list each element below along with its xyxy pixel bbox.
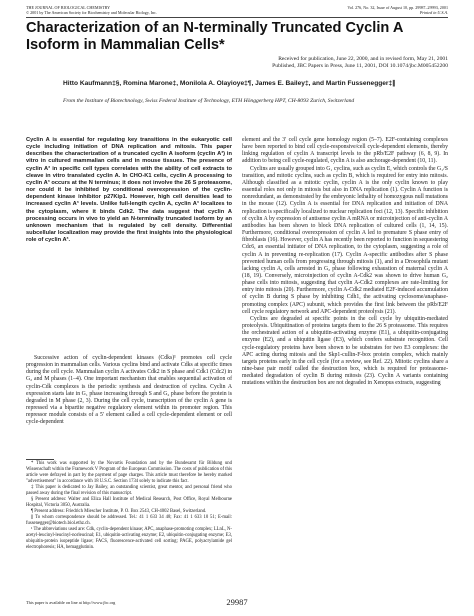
article-title: Characterization of an N-terminally Truncated Cyclin A Isoform in Mammalian Cells* <box>26 20 403 53</box>
issue-header <box>238 5 448 15</box>
abstract: Cyclin A is essential for regulating key transitions in the eukaryotic cell cycle including initiation of DNA replication and mitosis. This paper describes the characterization of a truncated cyclin A isoform (cyclin A³) in vitro in cultured mammalian cells and in mouse tissues. The presence of cyclin A³ in specific cell types correlates with the ability of cell extracts to cleave in vitro translated cyclin A. In CHO-K1 cells, cyclin A processing to cyclin A³ occurs at the N terminus; it does not involve the 26 S proteasome, nor could it be inhibited by conditional overexpression of the cyclin-dependent kinase inhibitor p27Kip1. However, high cell densities lead to increased cyclin A³ levels. Unlike full-length cyclin A, cyclin A³ localizes to the cytoplasm, where it binds Cdk2. The data suggest that cyclin A processing occurs in vivo to yield an N-terminally truncated isoform by an unknown mechanism that is regulated by cell density. Differential subcellular localization may provide the first insights into the physiological role of cyclin A³. <box>26 137 232 244</box>
page-number: 29987 <box>226 597 248 607</box>
online-availability: This paper is available on line at http://www.jbc.org <box>26 600 116 605</box>
footnote-funding: * This work was supported by the Novartis Foundation and by the Bundesamt für Bildung und Wissenschaft within the Framework V Program of the European Commission. The costs of publication of this article were defrayed in part by the payment of page charges. This article must therefore be hereby marked "advertisement" in accordance with 18 U.S.C. Section 1734 solely to indicate this fact. <box>26 461 232 484</box>
right-column <box>242 137 448 387</box>
published-line: Published, JBC Papers in Press, June 11, 2001, DOI 10.1074/jbc.M005452200 <box>272 63 448 69</box>
header-divider <box>26 17 448 18</box>
received-line: Received for publication, June 22, 2000, and in revised form, May 21, 2001 <box>278 56 448 62</box>
journal-header <box>26 5 256 15</box>
author-affiliation: From the Institute of Biotechnology, Swiss Federal Institute of Technology, ETH Hönggerberg HPT, CH-8093 Zurich, Switzerland <box>63 98 355 104</box>
footnote-abbreviations: ¹ The abbreviations used are: Cdk, cyclin-dependent kinase; APC, anaphase-promoting complex; LLnL, N-acetyl-leucinyl-leucinyl-norleucinal; E1, ubiquitin-activating enzyme; E2, ubiquitin-conjugating enzyme; E3, ubiquitin-protein isopeptide ligase; FACS, fluorescence-activated cell sorting; PAGE, polyacrylamide gel electrophoresis; HA, hemagglutinin. <box>26 526 232 550</box>
journal-name: THE JOURNAL OF BIOLOGICAL CHEMISTRY <box>26 5 111 10</box>
right-paragraph-3: Cyclins are degraded at specific points in the cell cycle by ubiquitin-mediated proteolysis. Ubiquitination of proteins targets them to the 26 S proteasome. This requires the orchestrated action of a ubiquitin-activating enzyme (E1), a ubiquitin-conjugating enzyme (E2), and a ubiquitin ligase (E3), which confers substrate recognition. Cell cycle-regulatory proteins have been shown to be substrates for two E3 complexes: the APC acting during mitosis and the Skp1-cullin-F-box protein complex, which mainly targets proteins early in the cell cycle (for a review, see Ref. 22). Mitotic cyclins share a nine-base pair motif called the destruction box, which is required for proteasome-mediated degradation of cyclin B during mitosis (23). Cyclin A variants containing mutations within the destruction box are not degraded in Xenopus extracts, suggesting <box>242 315 448 387</box>
volume-issue-line: Vol. 276, No. 32, Issue of August 10, pp. 29987–29993, 2001 <box>347 5 448 10</box>
printed-in-line: Printed in U.S.A. <box>419 10 448 15</box>
footnote-divider <box>26 459 54 460</box>
footnote-address-1: § Present address: Walter and Eliza Hall Institute of Medical Research, Post Office, Royal Melbourne Hospital, Victoria 3050, Australia. <box>26 496 232 508</box>
introduction-paragraph: Successive action of cyclin-dependent kinases (Cdks)¹ promotes cell cycle progression in mammalian cells. Various cyclins bind and activate Cdks at specific times during the cell cycle. Mammalian cyclin A activates Cdk2 in S phase and Cdk1 (Cdc2) in G₂ and M phases (1–4). One important mechanism that enables sequential activation of cyclin-Cdk complexes is the periodic synthesis and destruction of cyclins. Cyclin A expression starts late in G₁ phase increasing through S and G₂ phase before the protein is degraded in M phase (2, 3). During the cell cycle, transcription of the cyclin A gene is repressed via a bipartite negative regulatory element within its promoter region. This repressor module consists of a 5′ element called a cell cycle-dependent element or cell cycle-dependent <box>26 355 232 426</box>
footnote-dedication: ‡ This paper is dedicated to Jay Bailey, an outstanding scientist, great mentor, and personal friend who passed away during the final revision of this manuscript. <box>26 484 232 496</box>
copyright-line: © 2001 by The American Society for Biochemistry and Molecular Biology, Inc. <box>26 10 157 15</box>
footnote-correspondence: ∥ To whom correspondence should be addressed. Tel.: 41 1 633 34 48; Fax: 41 1 633 10 51; E-mail: fussenegger@biotech.biol.ethz.ch. <box>26 514 232 526</box>
right-paragraph-1: element and the 3′ cell cycle gene homology region (5–7). E2F-containing complexes have been reported to bind cell cycle-responsive/cell cycle-dependent elements, thereby linking regulation of cyclin A transcript levels to the pRb/E2F pathway (6, 8, 9). In addition to being cell cycle-regulated, cyclin A is also anchorage-dependent (10, 11). <box>242 137 448 165</box>
author-list: Hitto Kaufmann‡§, Romina Marone‡, Monilola A. Olayioye‡¶, James E. Bailey‡, and Martin Fussenegger‡∥ <box>63 80 396 87</box>
footnotes <box>26 461 232 551</box>
footnote-address-2: ¶ Present address: Friedrich Miescher Institute, P. O. Box 2543, CH-4002 Basel, Switzerland. <box>31 508 207 514</box>
right-paragraph-2: Cyclins are usually grouped into G₁ cyclins, such as cyclin E, which controls the G₁/S transition, and mitotic cyclins, such as cyclin B, which is required for entry into mitosis. Although classified as a mitotic cyclin, cyclin A is the only cyclin known to play essential roles not only in mitosis but also in DNA replication (1). Cyclin A function is nonredundant, as demonstrated by the embryonic lethality of homozygous null mutations in the mouse (12). Cyclin A is essential for DNA replication and initiation of DNA replication is specifically localized to nuclear replication foci (12, 13). Specific inhibition of cyclin A by expression of antisense cyclin A mRNA or microinjection of anti-cyclin A antibodies has been shown to block DNA replication of cultured cells (1, 14, 15). Furthermore, conditional overexpression of cyclin A led to premature S phase entry of fibroblasts (16). However, cyclin A has recently been reported to function in sequestering Cdc6, an essential initiator of DNA replication, to the cytoplasm, suggesting a role of cyclin A in preventing re-replication (17). Cyclin A-specific antibodies after S phase prevented human cells from progressing through mitosis (1), and in a Drosophila mutant lacking cyclin A, cells arrested in G₂ phase following exhaustion of maternal cyclin A (18, 19). Conversely, microinjection of cyclin A-Cdk2 was shown to drive human G₂ phase cells into mitosis, suggesting that cyclin A-Cdk2 complexes are rate-limiting for entry into mitosis (20). Furthermore, cyclin A-Cdk2 mediated E2F-induced accumulation of cyclin B during S phase by inhibiting Cdh1, the activating cyclosome/anaphase-promoting complex (APC) subunit, which provides the first link between the pRb/E2F cell cycle regulatory network and APC-dependent proteolysis (21). <box>242 165 448 315</box>
publication-history <box>128 56 448 70</box>
